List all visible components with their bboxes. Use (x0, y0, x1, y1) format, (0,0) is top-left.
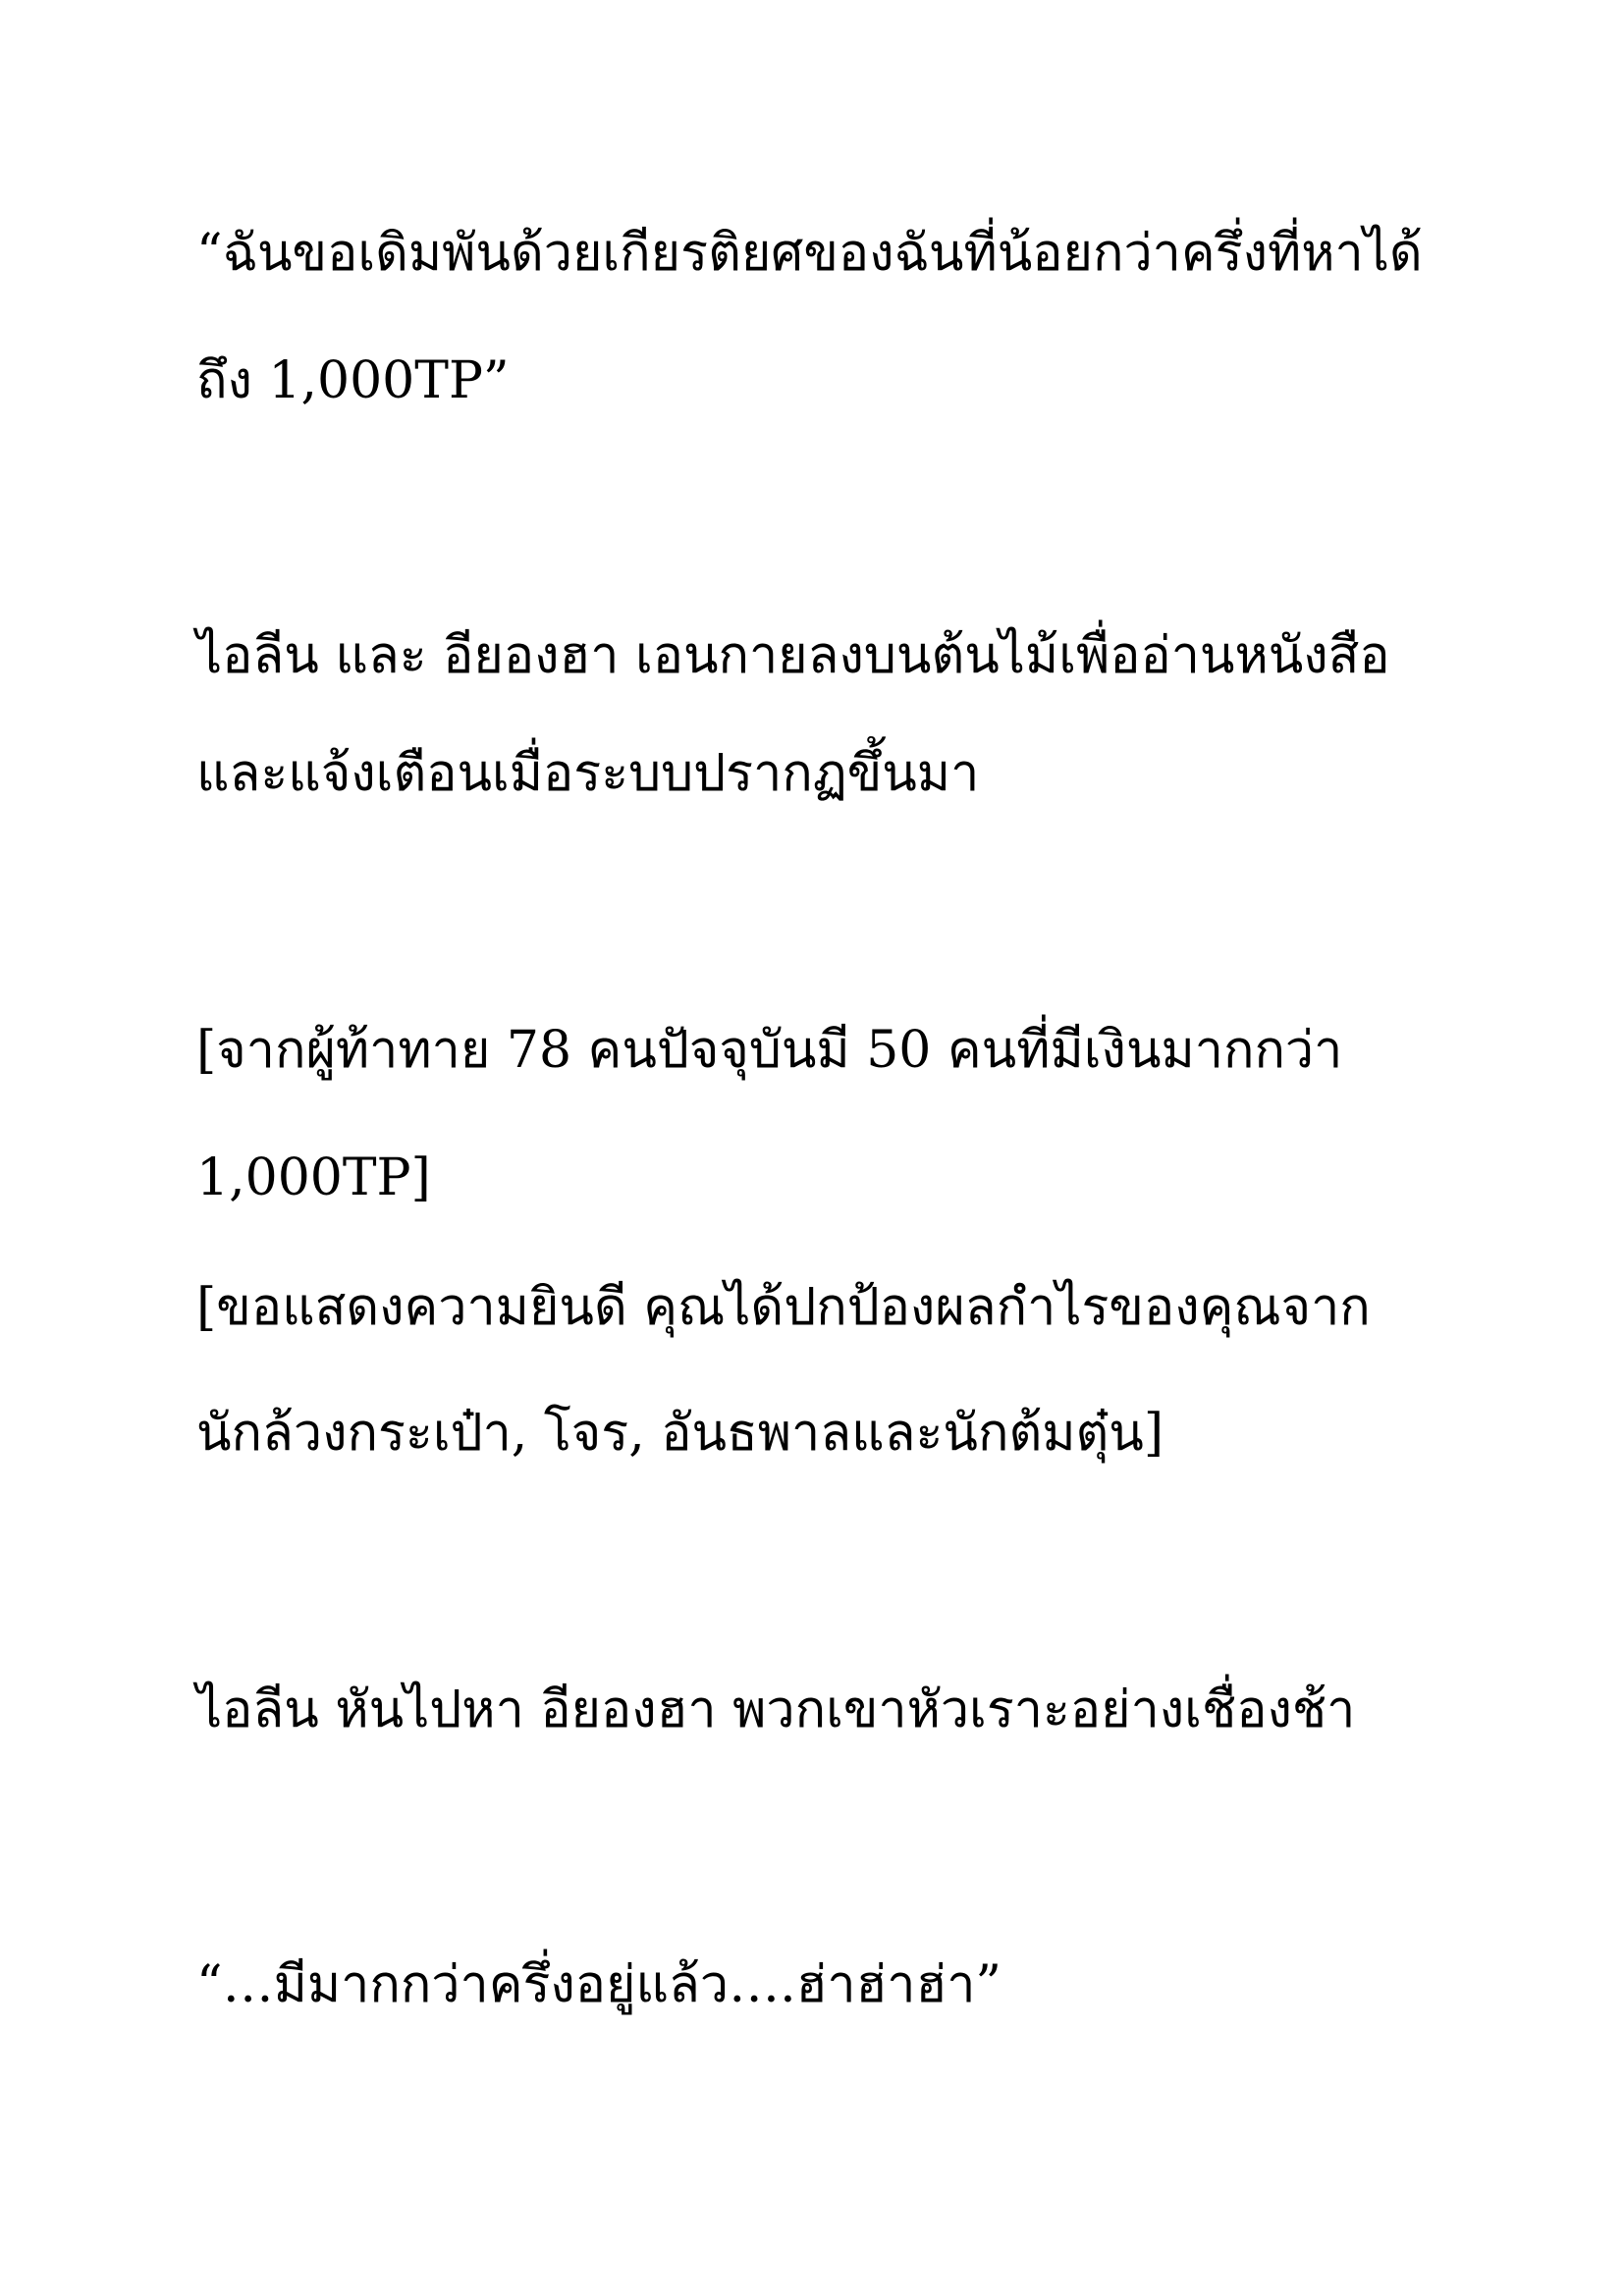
paragraph-1-line-1: “ฉันขอเดิมพันด้วยเกียรติยศของฉันที่น้อยกว่าครึ่งที่หาได้ (196, 224, 1423, 283)
paragraph-2-line-2: และแจ้งเตือนเมื่อระบบปรากฏขึ้นมา (196, 744, 980, 803)
paragraph-6-line-1: “…มีมากกว่าครึ่งอยู่แล้ว….ฮ่าฮ่าฮ่า” (196, 1955, 1002, 2014)
system-message-1-line-2: 1,000TP] (196, 1148, 431, 1207)
paragraph-2-line-1: ไอลีน และ อียองฮา เอนกายลงบนต้นไม้เพื่ออ่านหนังสือ (196, 626, 1390, 685)
system-message-2-line-1: [ขอแสดงความยินดี คุณได้ปกป้องผลกำไรของคุณจาก (196, 1278, 1371, 1337)
system-message-2-line-2: นักล้วงกระเป๋า, โจร, อันธพาลและนักต้มตุ๋น] (196, 1404, 1164, 1463)
system-message-1-line-1: [จากผู้ท้าทาย 78 คนปัจจุบันมี 50 คนที่มีเงินมากกว่า (196, 1021, 1343, 1080)
paragraph-1-line-2: ถึง 1,000TP” (196, 351, 510, 410)
paragraph-5-line-1: ไอลีน หันไปหา อียองฮา พวกเขาหัวเราะอย่างเชื่องช้า (196, 1681, 1356, 1739)
